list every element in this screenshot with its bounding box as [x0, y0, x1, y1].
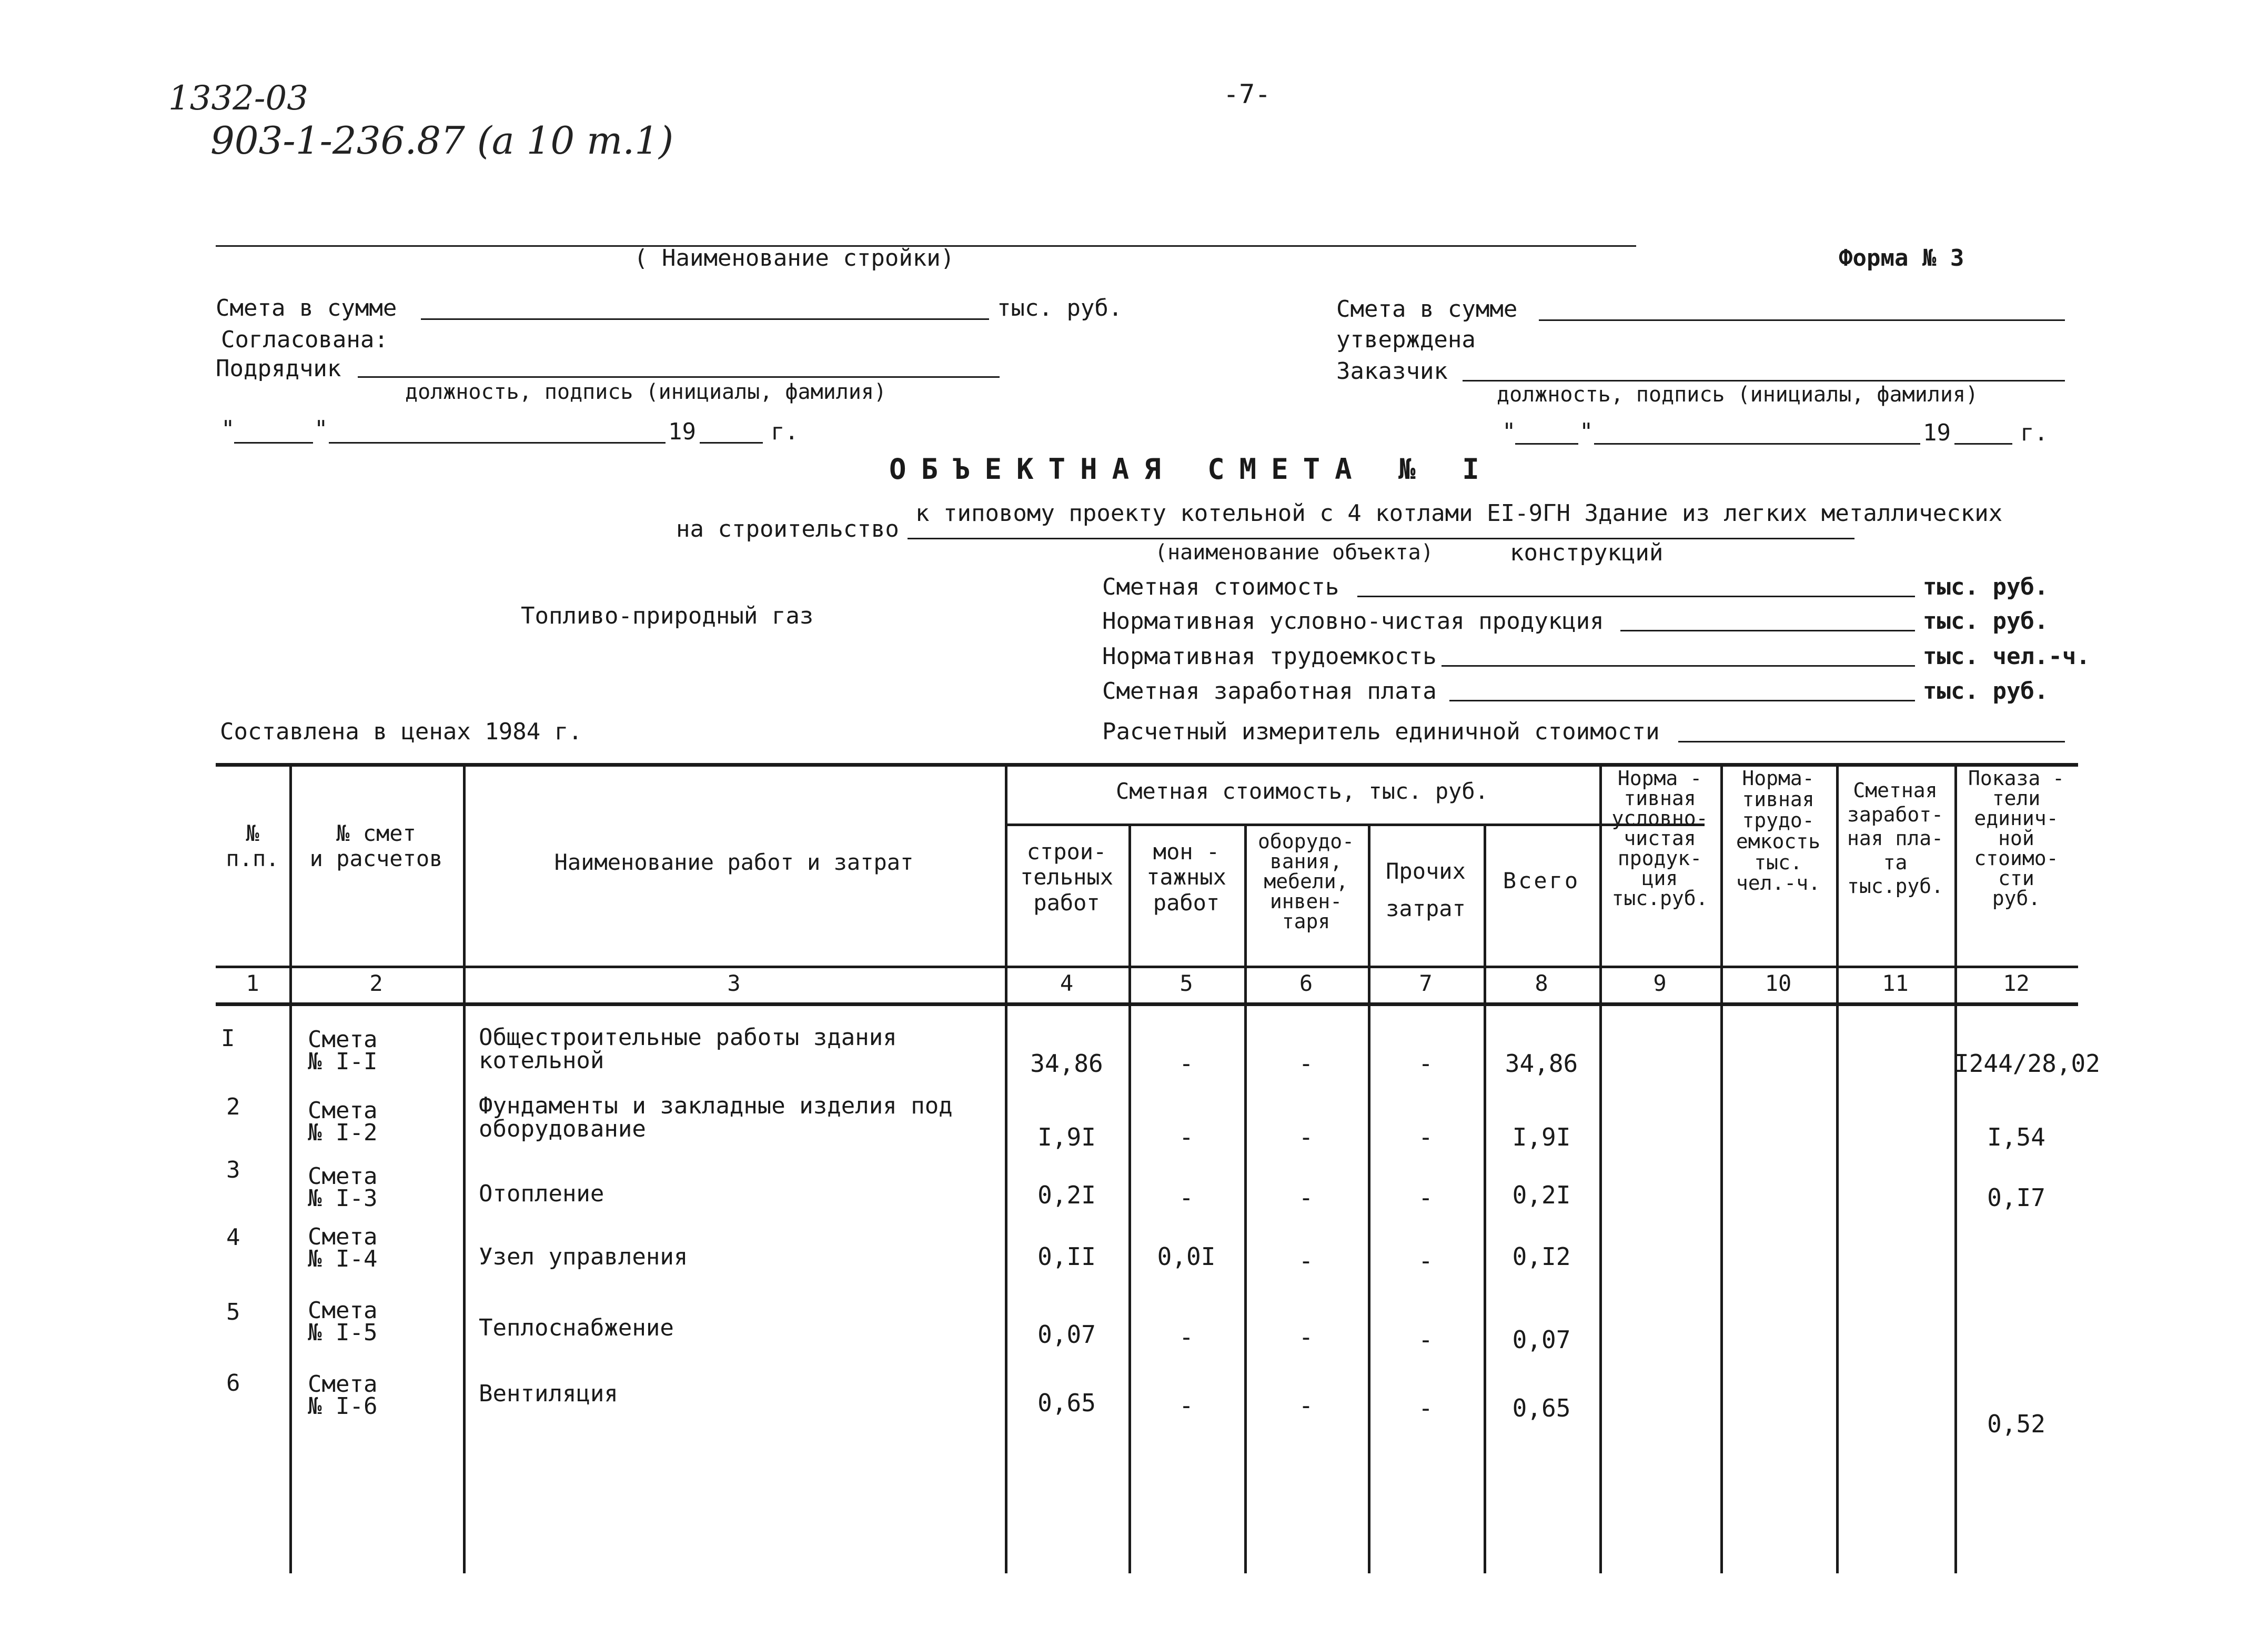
row6-installation: -: [1179, 1391, 1194, 1420]
row3-installation: -: [1179, 1183, 1194, 1212]
fuel-type: Топливо-природный газ: [521, 602, 814, 629]
row2-total: I,9I: [1512, 1123, 1571, 1151]
row1-number: I: [221, 1025, 235, 1052]
metric-unit-cost: тыс. руб.: [1923, 574, 2049, 600]
row1-other: -: [1418, 1049, 1433, 1078]
row5-name: Теплоснабжение: [479, 1314, 674, 1341]
metric-line-cost: [1357, 596, 1915, 597]
object-name-line1: к типовому проекту котельной с 4 котлами ЕI-9ГН Здание из легких металлических: [915, 500, 2003, 527]
object-name-line2: конструкций: [1510, 539, 1664, 566]
row2-construction: I,9I: [1037, 1123, 1096, 1151]
page-number: -7-: [1223, 79, 1271, 109]
colnum-5: 5: [1180, 970, 1193, 996]
row4-number: 4: [226, 1224, 240, 1251]
row4-total: 0,I2: [1512, 1242, 1571, 1271]
row4-installation: 0,0I: [1157, 1242, 1216, 1271]
left-date-quote: ": [221, 416, 235, 443]
table-top-border: [216, 763, 2078, 767]
metric-line-salary: [1449, 700, 1915, 701]
colnum-8: 8: [1535, 970, 1548, 996]
header-other: Прочих затрат: [1386, 858, 1466, 922]
right-date-quote: ": [1502, 418, 1516, 445]
colnum-7: 7: [1419, 970, 1433, 996]
construction-caption: ( Наименование стройки): [634, 245, 955, 272]
row5-number: 5: [226, 1299, 240, 1325]
handwritten-code-2: 903-1-236.87 (а 10 т.1): [210, 118, 674, 163]
row3-unit-cost: 0,I7: [1987, 1183, 2045, 1212]
right-date-g: г.: [2020, 419, 2048, 446]
colnum-9: 9: [1653, 970, 1667, 996]
row3-number: 3: [226, 1157, 240, 1183]
left-date-month-line: [329, 442, 666, 444]
colnum-2: 2: [369, 970, 383, 996]
metric-unit-labor: тыс. чел.-ч.: [1923, 643, 2090, 670]
row2-unit-cost: I,54: [1987, 1123, 2045, 1151]
row5-equipment: -: [1298, 1323, 1314, 1351]
row4-construction: 0,II: [1037, 1242, 1096, 1271]
handwritten-code-1: 1332-03: [168, 79, 308, 118]
prices-basis: Составлена в ценах 1984 г.: [220, 718, 582, 745]
left-estimate-sum-label: Смета в сумме: [216, 295, 397, 322]
header-name: Наименование работ и затрат: [554, 849, 914, 875]
header-group: Сметная стоимость, тыс. руб.: [1115, 778, 1488, 804]
row1-name: Общестроительные работы здания котельной: [479, 1024, 897, 1074]
row2-name: Фундаменты и закладные изделия под оборудование: [479, 1092, 953, 1142]
row5-construction: 0,07: [1037, 1320, 1096, 1349]
metric-label-salary: Сметная заработная плата: [1102, 678, 1437, 705]
row6-equipment: -: [1298, 1391, 1314, 1420]
form-number: Форма № 3: [1839, 245, 1964, 272]
left-date-year-line: [700, 442, 763, 444]
row2-other: -: [1418, 1123, 1433, 1151]
row3-total: 0,2I: [1512, 1181, 1571, 1209]
metric-unit-product: тыс. руб.: [1923, 608, 2049, 635]
row1-ref: Смета № I-I: [308, 1026, 378, 1075]
row1-unit-cost: I244/28,02: [1954, 1049, 2100, 1078]
row6-unit-cost: 0,52: [1987, 1410, 2045, 1438]
right-date-quote2: ": [1579, 418, 1594, 445]
row2-installation: -: [1179, 1123, 1194, 1151]
right-date-year-line: [1954, 443, 2012, 445]
header-installation: мон - тажных работ: [1146, 839, 1226, 916]
left-estimate-sum-line: [421, 318, 989, 320]
left-agreed: Согласована:: [221, 326, 388, 353]
header-num: № п.п.: [226, 820, 279, 872]
right-customer-line: [1463, 380, 2065, 381]
row2-ref: Смета № I-2: [308, 1097, 378, 1146]
row4-ref: Смета № I-4: [308, 1223, 378, 1272]
row4-name: Узел управления: [479, 1243, 688, 1270]
document-title: ОБЪЕКТНАЯ СМЕТА № I: [889, 453, 1494, 486]
row2-equipment: -: [1298, 1123, 1314, 1151]
object-name-underline: [908, 538, 1854, 539]
right-customer: Заказчик: [1336, 358, 1448, 385]
row1-equipment: -: [1298, 1049, 1314, 1078]
header-labor: Норма- тивная трудо- емкость тыс. чел.-ч.: [1736, 767, 1821, 895]
right-estimate-sum-label: Смета в сумме: [1336, 296, 1518, 323]
metric-line-product: [1620, 630, 1915, 631]
colnum-10: 10: [1765, 970, 1792, 996]
header-salary: Сметная заработ- ная пла- та тыс.руб.: [1847, 779, 1944, 898]
unit-measure-label: Расчетный измеритель единичной стоимости: [1102, 718, 1660, 745]
header-ref: № смет и расчетов: [309, 820, 443, 872]
left-estimate-unit: тыс. руб.: [997, 295, 1123, 322]
row1-installation: -: [1179, 1049, 1194, 1078]
colnum-bottom-border: [216, 1002, 2078, 1006]
object-label: на строительство: [676, 516, 899, 543]
row3-ref: Смета № I-3: [308, 1163, 378, 1212]
metric-label-product: Нормативная условно-чистая продукция: [1102, 608, 1604, 635]
colnum-4: 4: [1060, 970, 1074, 996]
row1-total: 34,86: [1505, 1049, 1578, 1078]
left-contractor-line: [358, 376, 1000, 378]
header-bottom-border: [216, 966, 2078, 968]
left-date-quote2: ": [314, 416, 328, 443]
right-signature-caption: должность, подпись (инициалы, фамилия): [1497, 383, 1979, 407]
right-date-day-line: [1515, 443, 1578, 445]
row6-name: Вентиляция: [479, 1380, 618, 1407]
row6-ref: Смета № I-6: [308, 1371, 378, 1420]
row5-ref: Смета № I-5: [308, 1297, 378, 1346]
right-approved: утверждена: [1336, 326, 1476, 353]
row6-other: -: [1418, 1394, 1433, 1422]
left-date-day-line: [234, 442, 313, 444]
colnum-6: 6: [1299, 970, 1313, 996]
row4-equipment: -: [1298, 1247, 1314, 1275]
header-unit-cost: Показа - тели единич- ной стоимо- сти руб.: [1968, 767, 2065, 910]
metric-label-labor: Нормативная трудоемкость: [1102, 643, 1437, 670]
colnum-12: 12: [2003, 970, 2030, 996]
left-date-g: г.: [771, 418, 799, 445]
row3-equipment: -: [1298, 1183, 1314, 1212]
metric-unit-salary: тыс. руб.: [1923, 678, 2049, 705]
row5-other: -: [1418, 1325, 1433, 1354]
unit-measure-line: [1678, 741, 2065, 742]
colnum-11: 11: [1882, 970, 1909, 996]
header-equipment: оборудо- вания, мебели, инвен- таря: [1257, 830, 1355, 933]
metric-label-cost: Сметная стоимость: [1102, 574, 1339, 600]
left-date-year: 19: [668, 418, 696, 445]
header-construction: строи- тельных работ: [1020, 839, 1113, 916]
row3-other: -: [1418, 1183, 1433, 1212]
row3-construction: 0,2I: [1037, 1181, 1096, 1209]
row2-number: 2: [226, 1093, 240, 1120]
row1-construction: 34,86: [1030, 1049, 1103, 1078]
estimate-table: [216, 763, 2100, 1573]
right-estimate-sum-line: [1539, 319, 2065, 321]
row6-total: 0,65: [1512, 1394, 1571, 1422]
vline-2: [463, 763, 466, 1573]
object-caption: (наименование объекта): [1155, 540, 1434, 565]
row6-construction: 0,65: [1037, 1389, 1096, 1417]
row6-number: 6: [226, 1370, 240, 1397]
right-date-year: 19: [1923, 419, 1951, 446]
row4-other: -: [1418, 1247, 1433, 1275]
vline-1: [289, 763, 292, 1573]
colnum-3: 3: [727, 970, 741, 996]
row3-name: Отопление: [479, 1180, 604, 1207]
colnum-1: 1: [246, 970, 259, 996]
header-net-product: Норма - тивная условно- чистая продук- ция тыс.руб.: [1611, 767, 1708, 910]
left-signature-caption: должность, подпись (инициалы, фамилия): [405, 380, 887, 404]
header-total: Всего: [1503, 868, 1580, 893]
row5-installation: -: [1179, 1323, 1194, 1351]
right-date-month-line: [1594, 443, 1920, 445]
left-contractor: Подрядчик: [216, 355, 341, 382]
row5-total: 0,07: [1512, 1325, 1571, 1354]
metric-line-labor: [1442, 665, 1915, 667]
